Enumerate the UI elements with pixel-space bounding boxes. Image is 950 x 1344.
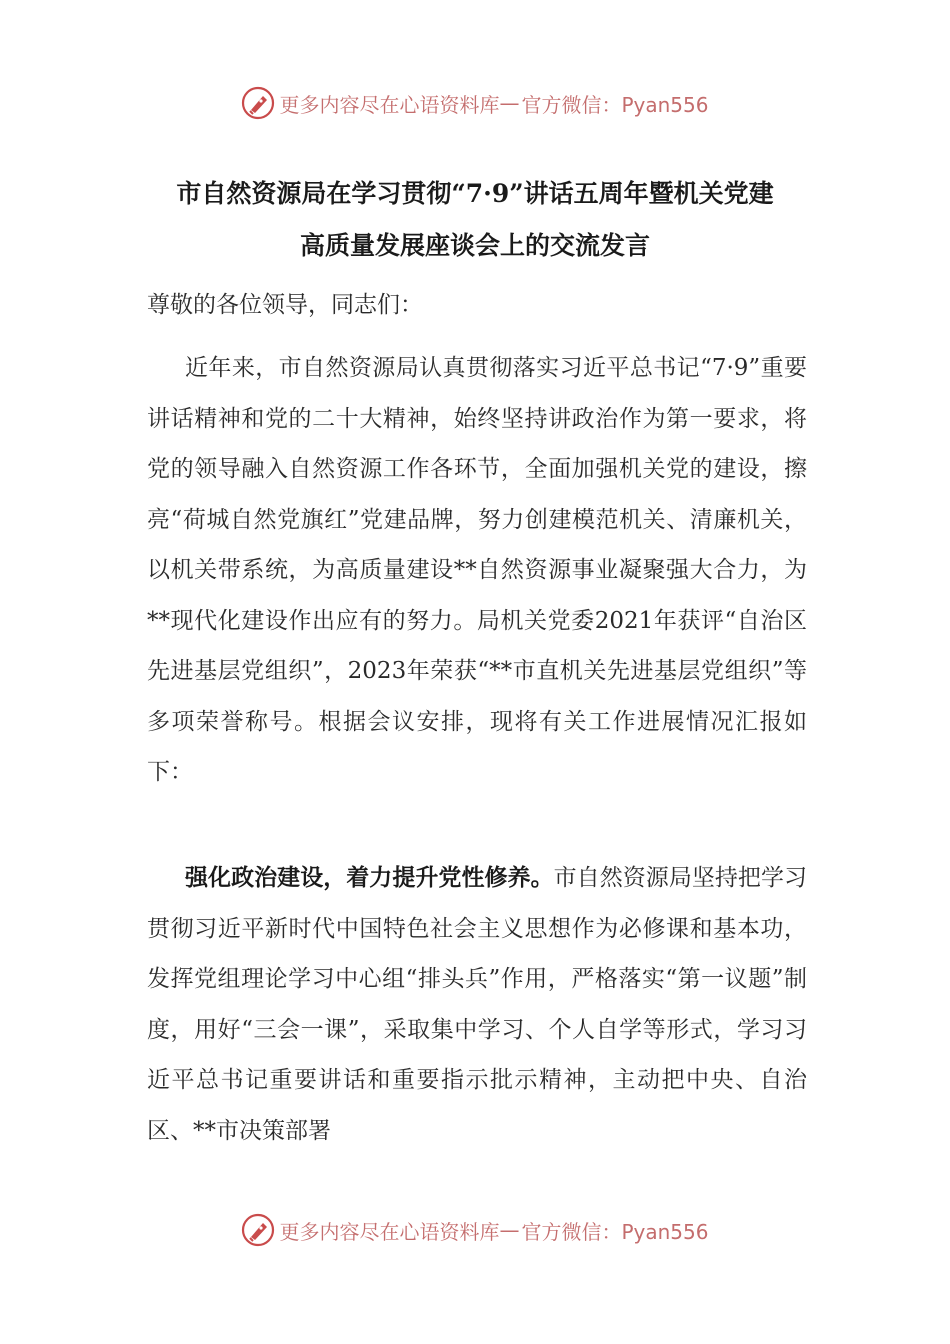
paragraph-body: 市自然资源局坚持把学习贯彻习近平新时代中国特色社会主义思想作为必修课和基本功，发挥党组理论学习中心组“排头兵”作用，严格落实“第一议题”制度，用好“三会一课”，采取集中学习、个人自学等形式，学习习近平总书记重要讲话和重要指示批示精神，主动把中央、自治区、**市决策部署 [147,865,808,1144]
banner-separator: — [499,1218,520,1242]
document-title-line-1: 市自然资源局在学习贯彻“7·9”讲话五周年暨机关党建 [176,179,774,208]
banner-text: 更多内容尽在心语资料库 [279,92,500,117]
pen-nib-logo-icon [241,1213,275,1247]
header-banner [0,83,950,123]
pen-nib-logo-icon [241,86,275,120]
banner-wechat: 官方微信：Pyan556 [521,92,709,117]
footer-banner [0,1210,950,1250]
salutation: 尊敬的各位领导，同志们： [147,292,423,318]
document-title-line-2: 高质量发展座谈会上的交流发言 [299,231,650,260]
paragraph-intro: 近年来，市自然资源局认真贯彻落实习近平总书记“7·9”重要讲话精神和党的二十大精神，始终坚持讲政治作为第一要求，将党的领导融入自然资源工作各环节，全面加强机关党的建设，擦亮“荷城自然党旗红”党建品牌，努力创建模范机关、清廉机关，以机关带系统，为高质量建设**自然资源事业凝聚强大合力，为**现代化建设作出应有的努力。局机关党委2021年获评“自治区先进基层党组织”，2023年荣获“**市直机关先进基层党组织”等多项荣誉称号。根据会议安排，现将有关工作进展情况汇报如下： [147,355,807,785]
paragraph-lead-heading: 强化政治建设，着力提升党性修养。 [185,864,554,891]
banner-separator: — [499,91,520,115]
banner-wechat: 官方微信：Pyan556 [521,1219,709,1244]
paragraph-political-building [147,853,807,1156]
banner-text: 更多内容尽在心语资料库 [279,1219,500,1244]
